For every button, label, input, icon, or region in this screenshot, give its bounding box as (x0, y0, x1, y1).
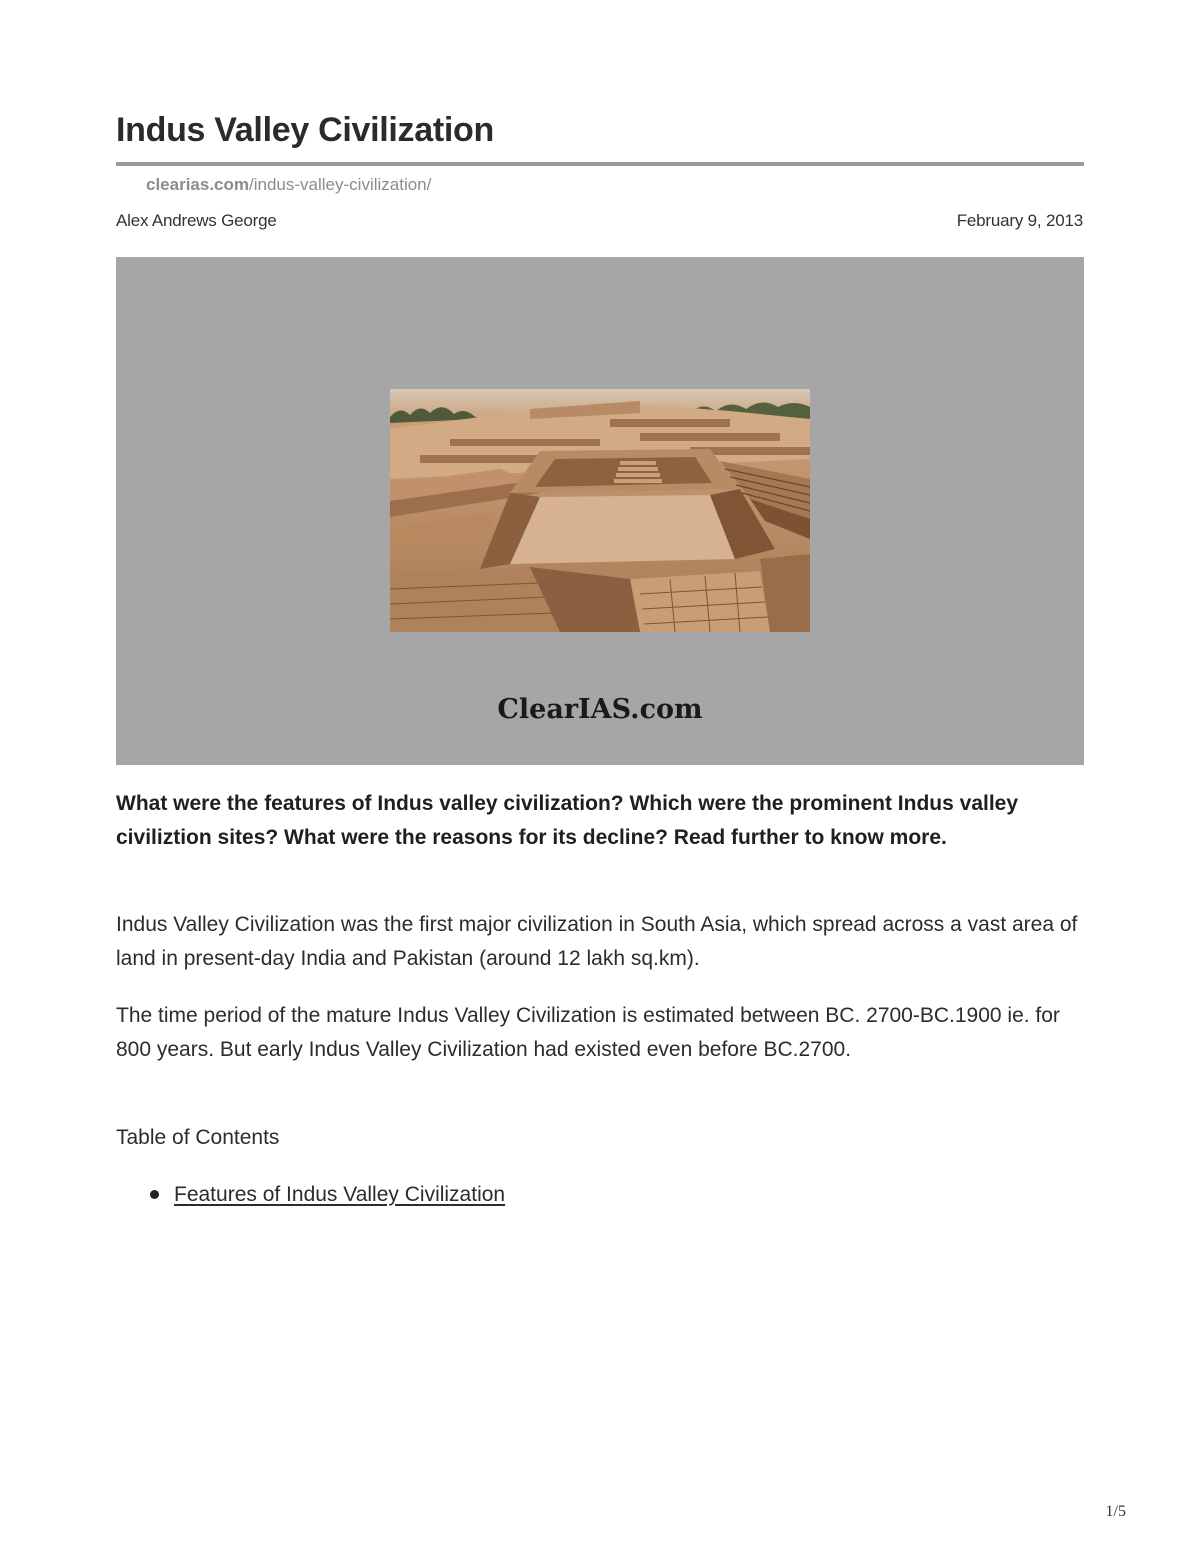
toc-item (150, 1178, 505, 1212)
toc-heading: Table of Contents (116, 1126, 280, 1149)
bullet-icon (150, 1190, 159, 1199)
toc-list (150, 1178, 505, 1212)
publish-date: February 9, 2013 (956, 211, 1083, 230)
title-divider (116, 162, 1084, 166)
lead-paragraph: What were the features of Indus valley civilization? Which were the prominent Indus valley civiliztion sites? What were the reasons for its decline? Read further to know more. (116, 792, 1019, 849)
page-title: Indus Valley Civilization (116, 111, 494, 149)
hero-watermark: ClearIAS.com (497, 694, 703, 725)
source-path: /indus-valley-civilization/ (249, 175, 432, 194)
hero-image (116, 257, 1084, 765)
excavation-site-photo (390, 389, 810, 632)
page-number: 1/5 (1105, 1503, 1126, 1520)
body-paragraph: The time period of the mature Indus Valley Civilization is estimated between BC. 2700-BC.1900 ie. for 800 years. But early Indus Valley Civilization had existed even before BC.2700. (116, 1004, 1060, 1061)
body-paragraph: Indus Valley Civilization was the first major civilization in South Asia, which spread across a vast area of land in present-day India and Pakistan (around 12 lakh sq.km). (116, 913, 1078, 970)
toc-link-features[interactable]: Features of Indus Valley Civilization (174, 1183, 506, 1206)
source-domain: clearias.com (146, 175, 250, 194)
source-url[interactable] (146, 174, 431, 196)
author-name: Alex Andrews George (116, 211, 277, 230)
